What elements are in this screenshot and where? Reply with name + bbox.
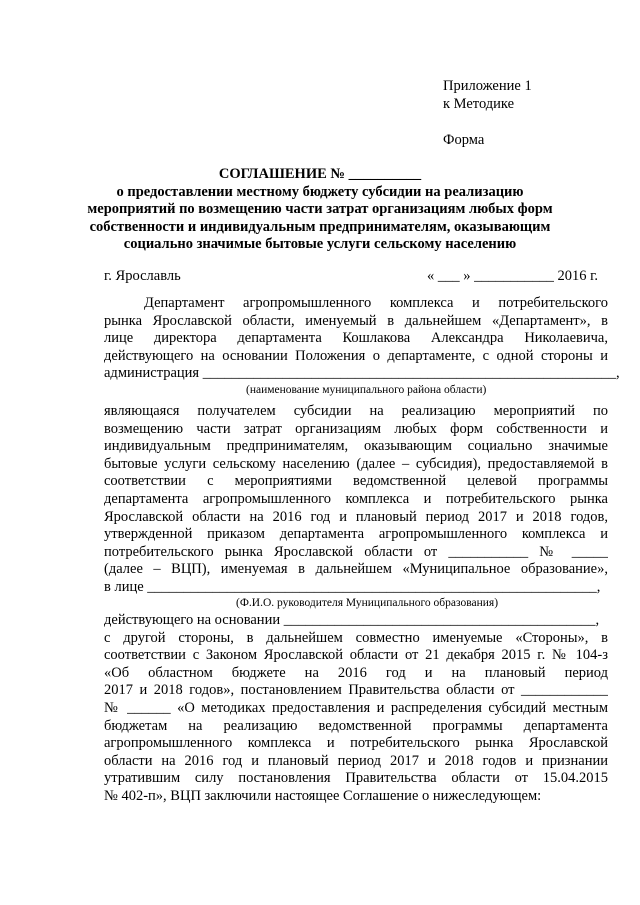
text-line: Департамент агропромышленного комплекса и потребительского bbox=[144, 295, 608, 311]
paragraph-recipient bbox=[104, 403, 608, 597]
text-line: являющаяся получателем субсидии на реализацию мероприятий по bbox=[104, 403, 608, 419]
appendix-line: к Методике bbox=[443, 96, 515, 112]
text-line: № ______ «О методиках предоставления и распределения субсидий местным bbox=[104, 699, 608, 716]
title-line: собственности и индивидуальным предпринимателям, оказывающим bbox=[89, 218, 551, 235]
text-line: лице директора департамента Кошлакова Александра Николаевича, bbox=[104, 330, 608, 347]
text-line: «Об областном бюджете на 2016 год и на плановый период bbox=[104, 664, 608, 681]
title-line: СОГЛАШЕНИЕ № __________ bbox=[218, 166, 422, 182]
text-line: возмещению части затрат организациям любых форм собственности и bbox=[104, 420, 608, 437]
text-line: действующего на основании ___________________________________________, bbox=[104, 612, 600, 628]
text-line: администрация _________________________________________________________, bbox=[104, 365, 620, 382]
field-caption: (наименование муниципального района области) bbox=[246, 384, 487, 396]
text-line: бюджетам на реализацию ведомственной программы департамента bbox=[104, 717, 608, 734]
title-line: социально значимые бытовые услуги сельскому населению bbox=[123, 236, 517, 252]
appendix-note bbox=[443, 77, 532, 149]
text-line: с другой стороны, в дальнейшем совместно именуемые «Стороны», в bbox=[104, 629, 608, 646]
text-line: соответствии с мероприятиями ведомственной целевой программы bbox=[104, 473, 608, 490]
text-line: 2017 и 2018 годов», постановлением Правительства области от ____________ bbox=[104, 682, 608, 699]
paragraph-basis bbox=[104, 612, 608, 806]
form-label: Форма bbox=[443, 132, 485, 148]
text-line: потребительского рынка Ярославской области от ___________ № _____ bbox=[104, 543, 608, 560]
text-line: утвержденной приказом департамента агропромышленного комплекса и bbox=[104, 526, 608, 543]
text-line: соответствии с Законом Ярославской области от 21 декабря 2015 г. № 104-з bbox=[104, 647, 608, 664]
text-line: в лице ______________________________________________________________, bbox=[104, 578, 601, 595]
text-line: бытовые услуги сельскому населению (далее – субсидия), предоставляемой в bbox=[104, 455, 608, 472]
title-line: мероприятий по возмещению части затрат организациям любых форм bbox=[87, 201, 553, 217]
paragraph-parties bbox=[104, 295, 620, 383]
text-line: утратившим силу постановления Правительства области от 15.04.2015 bbox=[104, 770, 608, 787]
text-line: индивидуальным предпринимателям, оказывающим социально значимые bbox=[104, 438, 608, 455]
agreement-title bbox=[60, 166, 580, 254]
place-date-row bbox=[104, 268, 608, 286]
agreement-date: « ___ » ___________ 2016 г. bbox=[426, 268, 598, 284]
appendix-line: Приложение 1 bbox=[443, 78, 532, 94]
text-line: Ярославской области на 2016 год и плановый период 2017 и 2018 годов, bbox=[104, 508, 608, 525]
text-line: рынка Ярославской области, именуемый в дальнейшем «Департамент», в bbox=[104, 312, 608, 329]
title-line: о предоставлении местному бюджету субсидии на реализацию bbox=[116, 183, 524, 200]
text-line: департамента агропромышленного комплекса и потребительского рынка bbox=[104, 490, 608, 507]
text-line: действующего на основании Положения о департаменте, с одной стороны и bbox=[104, 347, 608, 364]
field-caption: (Ф.И.О. руководителя Муниципального образования) bbox=[236, 597, 499, 609]
text-line: № 402-п», ВЦП заключили настоящее Соглашение о нижеследующем: bbox=[104, 787, 542, 804]
text-line: области на 2016 год и плановый период 2017 и 2018 годов и признании bbox=[104, 752, 608, 769]
city: г. Ярославль bbox=[104, 268, 181, 284]
text-line: (далее – ВЦП), именуемая в дальнейшем «Муниципальное образование», bbox=[104, 561, 608, 578]
text-line: агропромышленного комплекса и потребительского рынка Ярославской bbox=[104, 735, 608, 752]
